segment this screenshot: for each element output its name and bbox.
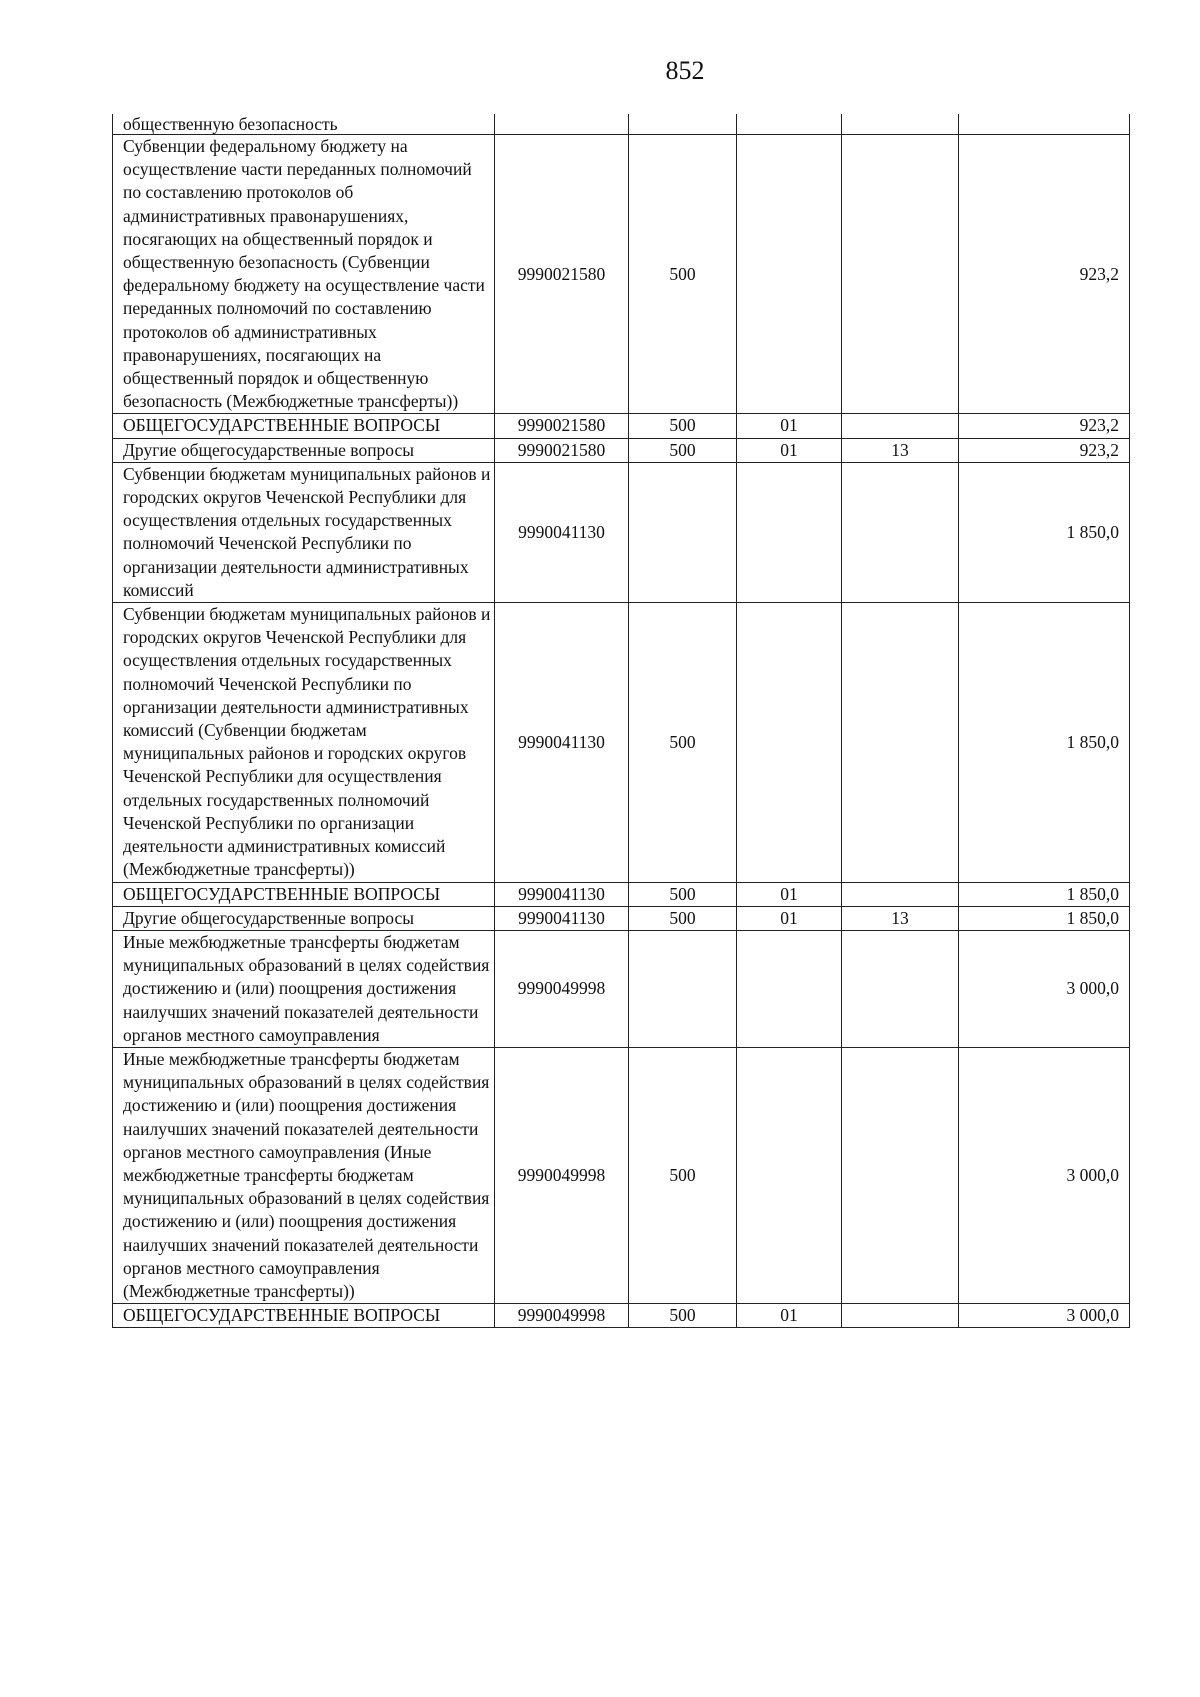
row-amount: 923,2 [959, 438, 1130, 462]
table-row [113, 135, 1130, 414]
row-name: ОБЩЕГОСУДАРСТВЕННЫЕ ВОПРОСЫ [113, 1304, 495, 1328]
row-rz: 01 [737, 882, 842, 906]
row-rz [737, 1047, 842, 1303]
row-rz: 01 [737, 438, 842, 462]
row-code: 9990041130 [495, 603, 629, 882]
row-amount: 3 000,0 [959, 1304, 1130, 1328]
row-pr [842, 135, 959, 414]
row-pr: 13 [842, 438, 959, 462]
row-name: Другие общегосударственные вопросы [113, 906, 495, 930]
row-code [495, 114, 629, 135]
table-row [113, 930, 1130, 1047]
row-vr: 500 [629, 603, 737, 882]
row-pr [842, 1304, 959, 1328]
row-name: Субвенции бюджетам муниципальных районов и городских округов Чеченской Республики для осуществления отдельных государственных полномочий Чеченской Республики по организации деятельности административных комиссий (Субвенции бюджетам муниципальных районов и городских округов Чеченской Республики для осуществления отдельных государственных полномочий Чеченской Республики по организации деятельности административных комиссий (Межбюджетные трансферты)) [113, 603, 495, 882]
row-name: ОБЩЕГОСУДАРСТВЕННЫЕ ВОПРОСЫ [113, 414, 495, 438]
row-rz [737, 135, 842, 414]
row-name: Субвенции бюджетам муниципальных районов и городских округов Чеченской Республики для осуществления отдельных государственных полномочий Чеченской Республики по организации деятельности административных комиссий [113, 462, 495, 602]
row-pr [842, 1047, 959, 1303]
row-vr: 500 [629, 906, 737, 930]
row-code: 9990021580 [495, 438, 629, 462]
page-number: 852 [665, 56, 705, 85]
row-code: 9990049998 [495, 930, 629, 1047]
row-amount [959, 114, 1130, 135]
row-vr: 500 [629, 438, 737, 462]
row-code: 9990049998 [495, 1304, 629, 1328]
row-pr: 13 [842, 906, 959, 930]
row-rz [737, 930, 842, 1047]
row-pr [842, 930, 959, 1047]
row-code: 9990041130 [495, 906, 629, 930]
row-amount: 1 850,0 [959, 882, 1130, 906]
table-row [113, 603, 1130, 882]
row-name: Иные межбюджетные трансферты бюджетам муниципальных образований в целях содействия достижению и (или) поощрения достижения наилучших значений показателей деятельности органов местного самоуправления [113, 930, 495, 1047]
table-row [113, 438, 1130, 462]
row-pr [842, 882, 959, 906]
row-pr [842, 603, 959, 882]
budget-table [112, 114, 1130, 1328]
row-vr: 500 [629, 414, 737, 438]
row-rz: 01 [737, 1304, 842, 1328]
row-amount: 923,2 [959, 414, 1130, 438]
row-pr [842, 414, 959, 438]
table-row [113, 1304, 1130, 1328]
row-rz [737, 114, 842, 135]
table-row [113, 114, 1130, 135]
row-name: Другие общегосударственные вопросы [113, 438, 495, 462]
row-amount: 923,2 [959, 135, 1130, 414]
row-pr [842, 114, 959, 135]
table-row [113, 1047, 1130, 1303]
row-vr [629, 114, 737, 135]
row-code: 9990021580 [495, 135, 629, 414]
row-amount: 3 000,0 [959, 930, 1130, 1047]
row-vr: 500 [629, 1047, 737, 1303]
row-code: 9990041130 [495, 882, 629, 906]
row-pr [842, 462, 959, 602]
row-vr: 500 [629, 1304, 737, 1328]
row-code: 9990049998 [495, 1047, 629, 1303]
row-vr [629, 462, 737, 602]
row-amount: 1 850,0 [959, 603, 1130, 882]
row-code: 9990021580 [495, 414, 629, 438]
row-rz: 01 [737, 414, 842, 438]
row-name: Субвенции федеральному бюджету на осуществление части переданных полномочий по составлению протоколов об административных правонарушениях, посягающих на общественный порядок и общественную безопасность (Субвенции федеральному бюджету на осуществление части переданных полномочий по составлению протоколов об административных правонарушениях, посягающих на общественный порядок и общественную безопасность (Межбюджетные трансферты)) [113, 135, 495, 414]
table-row [113, 414, 1130, 438]
table-row [113, 462, 1130, 602]
row-amount: 1 850,0 [959, 906, 1130, 930]
row-rz [737, 462, 842, 602]
row-amount: 3 000,0 [959, 1047, 1130, 1303]
row-name: Иные межбюджетные трансферты бюджетам муниципальных образований в целях содействия достижению и (или) поощрения достижения наилучших значений показателей деятельности органов местного самоуправления (Иные межбюджетные трансферты бюджетам муниципальных образований в целях содействия достижению и (или) поощрения достижения наилучших значений показателей деятельности органов местного самоуправления (Межбюджетные трансферты)) [113, 1047, 495, 1303]
row-vr: 500 [629, 882, 737, 906]
table-row [113, 906, 1130, 930]
row-vr: 500 [629, 135, 737, 414]
row-name: общественную безопасность [113, 114, 495, 135]
row-amount: 1 850,0 [959, 462, 1130, 602]
row-vr [629, 930, 737, 1047]
table-row [113, 882, 1130, 906]
row-name: ОБЩЕГОСУДАРСТВЕННЫЕ ВОПРОСЫ [113, 882, 495, 906]
row-rz: 01 [737, 906, 842, 930]
row-code: 9990041130 [495, 462, 629, 602]
row-rz [737, 603, 842, 882]
